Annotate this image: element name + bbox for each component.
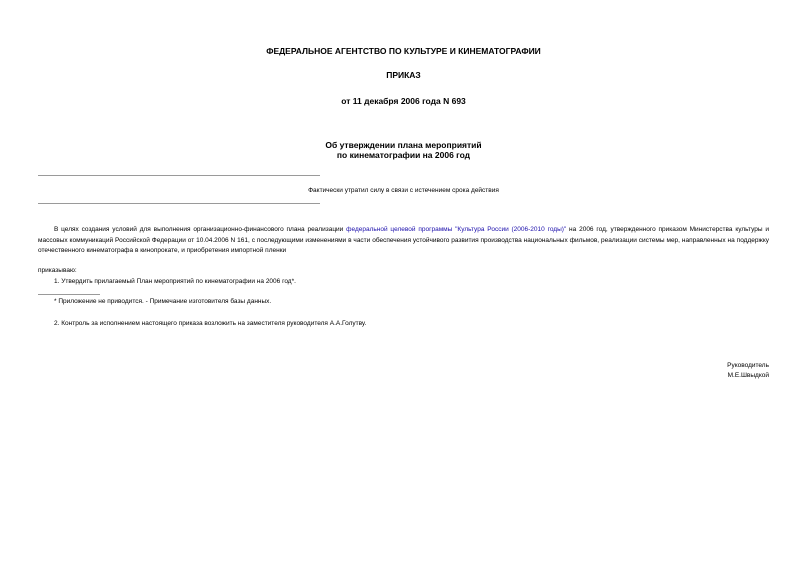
agency-name: ФЕДЕРАЛЬНОЕ АГЕНТСТВО ПО КУЛЬТУРЕ И КИНЕМАТОГРАФИИ [266,46,541,56]
orders-word: приказываю: [38,267,77,274]
preamble-start: В целях создания условий для выполнения организационно-финансового плана реализации [54,226,347,233]
document-type: ПРИКАЗ [386,70,421,80]
order-item-2: 2. Контроль за исполнением настоящего приказа возложить на заместителя руководителя А.А.Голутву. [54,320,367,327]
document-title-line-2: по кинематографии на 2006 год [336,150,471,160]
program-link[interactable]: федеральной целевой программы "Культура России (2006-2010 годы)" [346,226,567,233]
footnote-divider [38,294,100,295]
footnote: * Приложение не приводится. - Примечание изготовителя базы данных. [54,298,272,305]
signatory-position: Руководитель [727,362,769,369]
status-top-divider [38,175,320,176]
preamble-end: на 2006 год, утвержденного приказом Министерства культуры и массовых коммуникаций Российской Федерации от 10.04.2006 N 161, с последующими изменениями в части обеспечения устойчивого развития производства национальных фильмов, реализации системы мер, направленных на поддержку отечественного кинематографа в кинопрокате, и приобретения импортной пленки [38,226,770,254]
document-date-number: от 11 декабря 2006 года N 693 [341,96,466,106]
order-item-1: 1. Утвердить прилагаемый План мероприятий по кинематографии на 2006 год*. [54,278,296,285]
status-note: Фактически утратил силу в связи с истечением срока действия [308,187,499,194]
document-title-line-1: Об утверждении плана мероприятий [325,140,482,150]
preamble-paragraph [38,225,769,257]
signatory-name: М.Е.Швыдкой [727,372,769,379]
status-bottom-divider [38,203,320,204]
